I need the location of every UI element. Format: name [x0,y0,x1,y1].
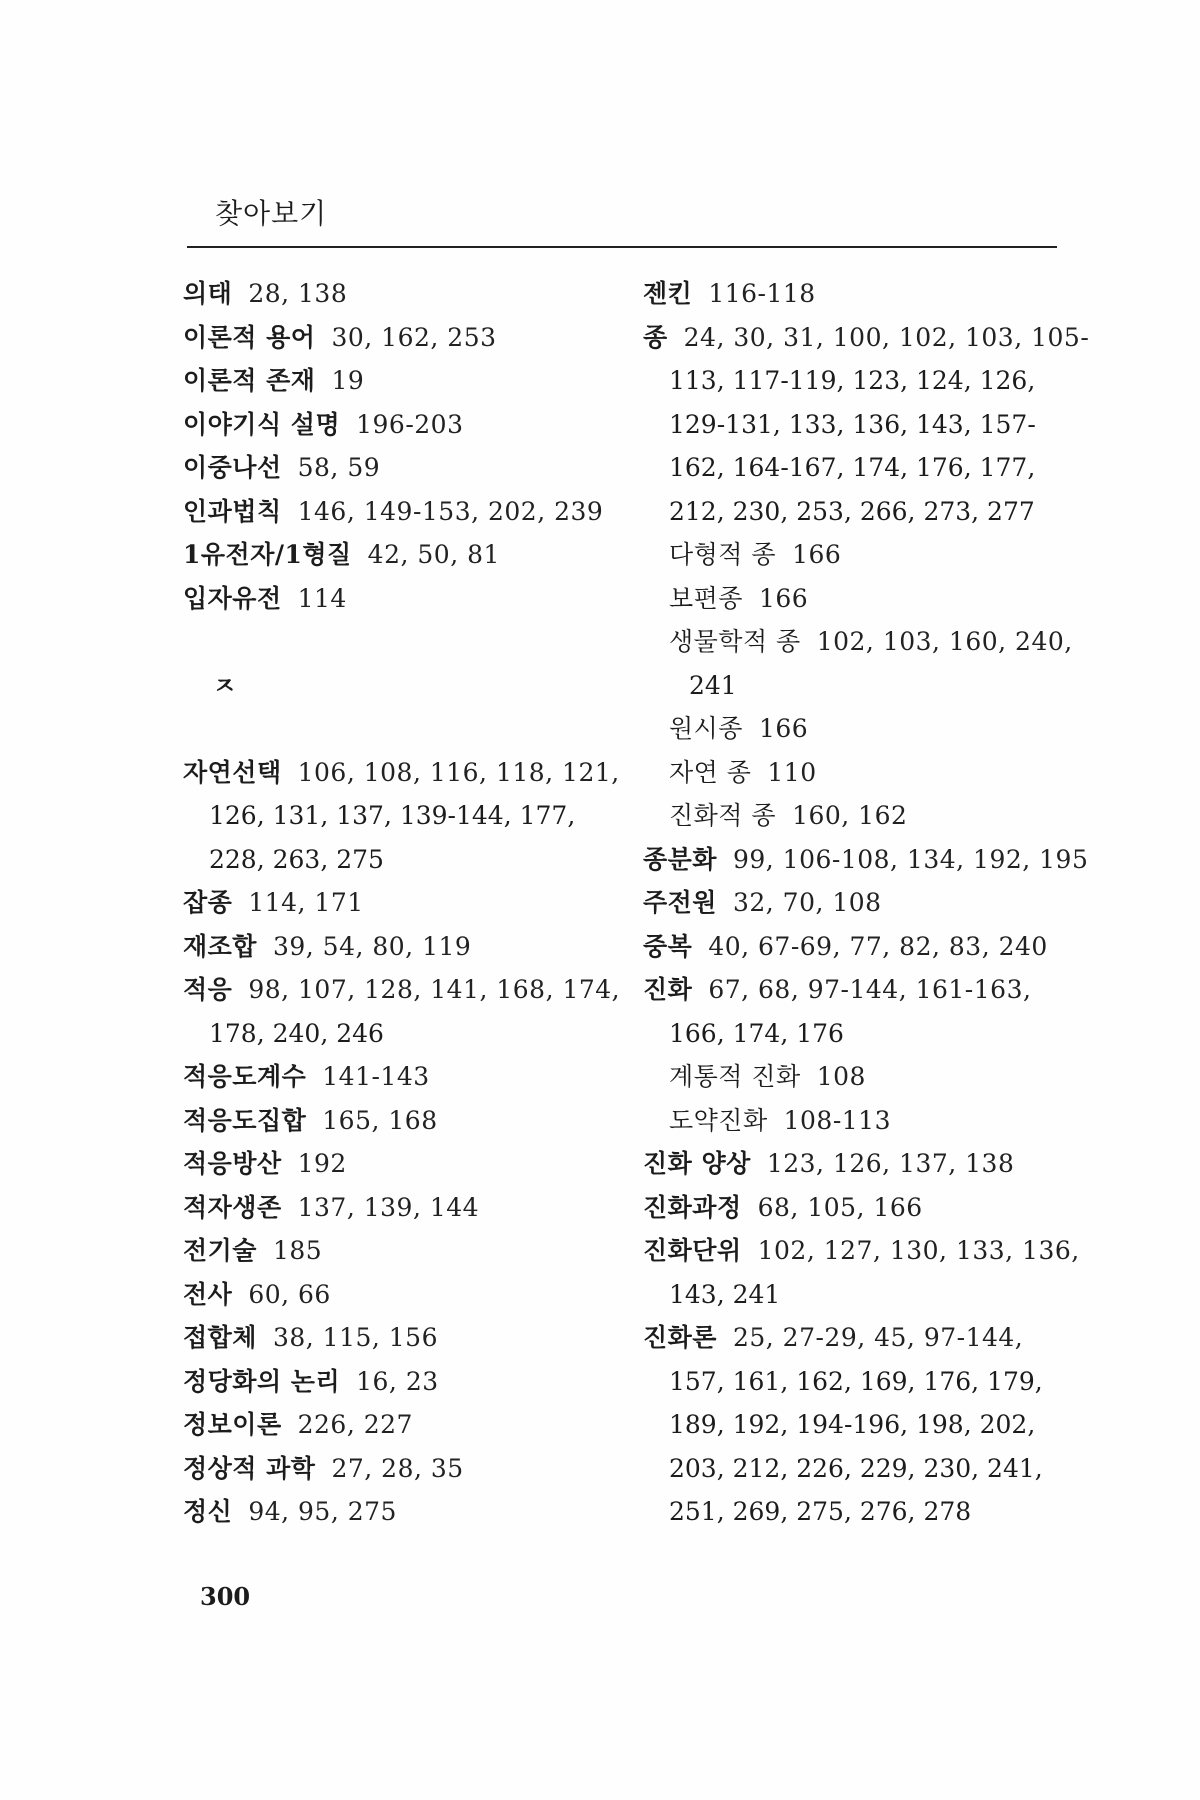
page-refs-continued: 228, 263, 275 [209,844,384,874]
page-refs: 192 [297,1149,347,1178]
page-refs: 42, 50, 81 [367,540,500,569]
page-refs: 99, 106-108, 134, 192, 195 [732,844,1089,874]
index-entry [183,1273,613,1317]
index-subentry [643,1055,1063,1099]
page-refs: 141-143 [322,1062,430,1091]
index-term: 이야기식 설명 [183,409,341,439]
index-entry [183,1447,613,1491]
index-entry [183,1403,613,1447]
page-refs: 24, 30, 31, 100, 102, 103, 105- [683,322,1090,352]
index-entry [643,838,1089,882]
page-refs: 166 [792,540,842,569]
page-refs: 94, 95, 275 [248,1497,397,1526]
index-entry [643,925,1063,969]
page-refs: 40, 67-69, 77, 82, 83, 240 [708,931,1048,961]
page-refs: 106, 108, 116, 118, 121, [297,757,620,787]
page-refs: 114, 171 [248,888,364,917]
page-refs: 196-203 [356,409,464,439]
index-term: 접합체 [183,1323,257,1352]
index-subterm: 계통적 진화 [669,1062,801,1091]
page-refs: 60, 66 [248,1279,331,1309]
index-term: 중복 [643,931,693,961]
index-entry [183,577,613,621]
index-entry [183,968,621,1012]
index-entry [183,1316,613,1360]
index-term: 적자생존 [183,1192,282,1222]
index-subterm: 보편종 [669,583,743,613]
page-refs-continued: 241 [689,670,737,700]
page-refs: 38, 115, 156 [272,1323,438,1352]
index-subterm: 다형적 종 [669,540,777,569]
page-refs: 67, 68, 97-144, 161-163, [708,975,1032,1004]
index-term: 인과법칙 [183,496,282,526]
index-term: 적응방산 [183,1149,282,1178]
index-entry [643,1142,1063,1186]
index-subterm: 도약진화 [669,1105,768,1135]
index-term: 의태 [183,279,233,308]
index-entry [183,881,613,925]
index-column-right [643,272,1090,1534]
index-entry [643,1316,1063,1360]
index-subentry [643,751,1063,795]
page-refs: 137, 139, 144 [297,1192,480,1222]
index-subentry [643,794,1063,838]
index-entry [643,1186,1063,1230]
page-refs: 102, 103, 160, 240, [816,627,1073,656]
index-term: 1유전자/1형질 [183,540,352,569]
page-refs-continued: 113, 117-119, 123, 124, 126, [669,366,1036,395]
index-subentry [643,533,1063,577]
page-refs-continued: 203, 212, 226, 229, 230, 241, [669,1453,1043,1483]
index-term: 재조합 [183,931,257,961]
page-refs: 28, 138 [248,279,348,308]
page-refs-continued: 143, 241 [669,1279,781,1309]
index-term: 진화 [643,975,693,1004]
index-term: 적응도집합 [183,1105,307,1135]
index-term: 정상적 과학 [183,1453,316,1483]
page-refs: 16, 23 [356,1366,439,1396]
page-refs: 39, 54, 80, 119 [272,931,472,961]
page-refs: 226, 227 [297,1410,413,1439]
index-term: 이중나선 [183,453,282,482]
page-refs-continued: 189, 192, 194-196, 198, 202, [669,1410,1036,1439]
index-term: 적응도계수 [183,1062,307,1091]
header-rule [187,246,1057,248]
index-entry [183,1055,613,1099]
index-entry [183,1142,613,1186]
page-refs: 116-118 [708,279,816,308]
index-entry [183,1186,613,1230]
index-entry [183,1099,613,1143]
page-refs: 123, 126, 137, 138 [766,1149,1015,1178]
index-term: 정보이론 [183,1410,282,1439]
index-term: 전기술 [183,1236,257,1265]
index-term: 이론적 용어 [183,322,316,352]
page-refs: 102, 127, 130, 133, 136, [757,1236,1080,1265]
index-subentry [643,620,1073,664]
page-refs: 30, 162, 253 [331,322,497,352]
index-term: 자연선택 [183,757,282,787]
page-refs-continued: 129-131, 133, 136, 143, 157- [669,409,1036,439]
index-entry [183,1229,613,1273]
page-refs: 58, 59 [297,453,381,482]
page-refs: 25, 27-29, 45, 97-144, [732,1323,1024,1352]
index-term: 적응 [183,975,233,1004]
page-refs: 166 [758,583,809,613]
index-entry [183,490,613,534]
index-term: 이론적 존재 [183,366,316,395]
page-refs: 166 [758,714,809,743]
index-term: 진화과정 [643,1192,742,1222]
index-entry [183,925,613,969]
index-subterm: 원시종 [669,714,743,743]
section-heading: ㅈ [213,670,237,700]
index-entry [183,272,613,316]
index-column-left [183,272,621,1534]
index-entry [183,446,613,490]
index-term: 전사 [183,1279,233,1309]
index-entry [643,1229,1080,1273]
index-entry [183,751,620,795]
index-entry [183,359,613,403]
page-refs: 160, 162 [792,801,908,830]
index-term: 진화 양상 [643,1149,751,1178]
page-refs: 114 [297,583,347,613]
page-header [187,194,1057,234]
page-refs-continued: 212, 230, 253, 266, 273, 277 [669,496,1035,526]
index-term: 잡종 [183,888,233,917]
page-refs: 185 [272,1236,323,1265]
spacer [183,707,613,751]
index-entry [183,316,613,360]
page-refs: 108 [816,1062,866,1091]
page-refs: 110 [767,757,817,787]
page-refs-continued: 251, 269, 275, 276, 278 [669,1497,972,1526]
index-term: 진화단위 [643,1236,742,1265]
index-term: 종 [643,322,668,352]
index-subentry [643,577,1063,621]
index-entry [643,316,1090,360]
index-term: 입자유전 [183,583,282,613]
index-term: 정당화의 논리 [183,1366,341,1396]
index-subterm: 생물학적 종 [669,627,801,656]
page-refs: 19 [331,366,365,395]
spacer [183,620,613,664]
index-term: 정신 [183,1497,233,1526]
page-number: 300 [200,1582,251,1611]
index-subterm: 진화적 종 [669,801,777,830]
page-refs-continued: 178, 240, 246 [209,1018,384,1048]
page-refs-continued: 162, 164-167, 174, 176, 177, [669,453,1036,482]
index-term: 진화론 [643,1323,717,1352]
index-entry [183,1490,613,1534]
index-term: 종분화 [643,844,717,874]
index-entry [643,881,1063,925]
index-entry [643,968,1063,1012]
page-refs-continued: 157, 161, 162, 169, 176, 179, [669,1366,1043,1396]
index-term: 주전원 [643,888,717,917]
page-refs: 165, 168 [322,1105,438,1135]
page-refs: 98, 107, 128, 141, 168, 174, [248,975,621,1004]
index-term: 젠킨 [643,279,693,308]
index-entry [183,533,613,577]
page-refs: 108-113 [783,1105,891,1135]
index-entry [183,1360,613,1404]
page-refs-continued: 126, 131, 137, 139-144, 177, [209,801,576,830]
index-entry [643,272,1063,316]
page-refs: 27, 28, 35 [331,1453,464,1483]
index-subentry [643,707,1063,751]
index-subentry [643,1099,1063,1143]
page-refs: 68, 105, 166 [757,1192,923,1222]
index-subterm: 자연 종 [669,757,752,787]
page-title: 찾아보기 [215,197,328,230]
page-refs-continued: 166, 174, 176 [669,1018,844,1048]
page-refs: 146, 149-153, 202, 239 [297,496,604,526]
index-entry [183,403,613,447]
page-refs: 32, 70, 108 [732,888,882,917]
